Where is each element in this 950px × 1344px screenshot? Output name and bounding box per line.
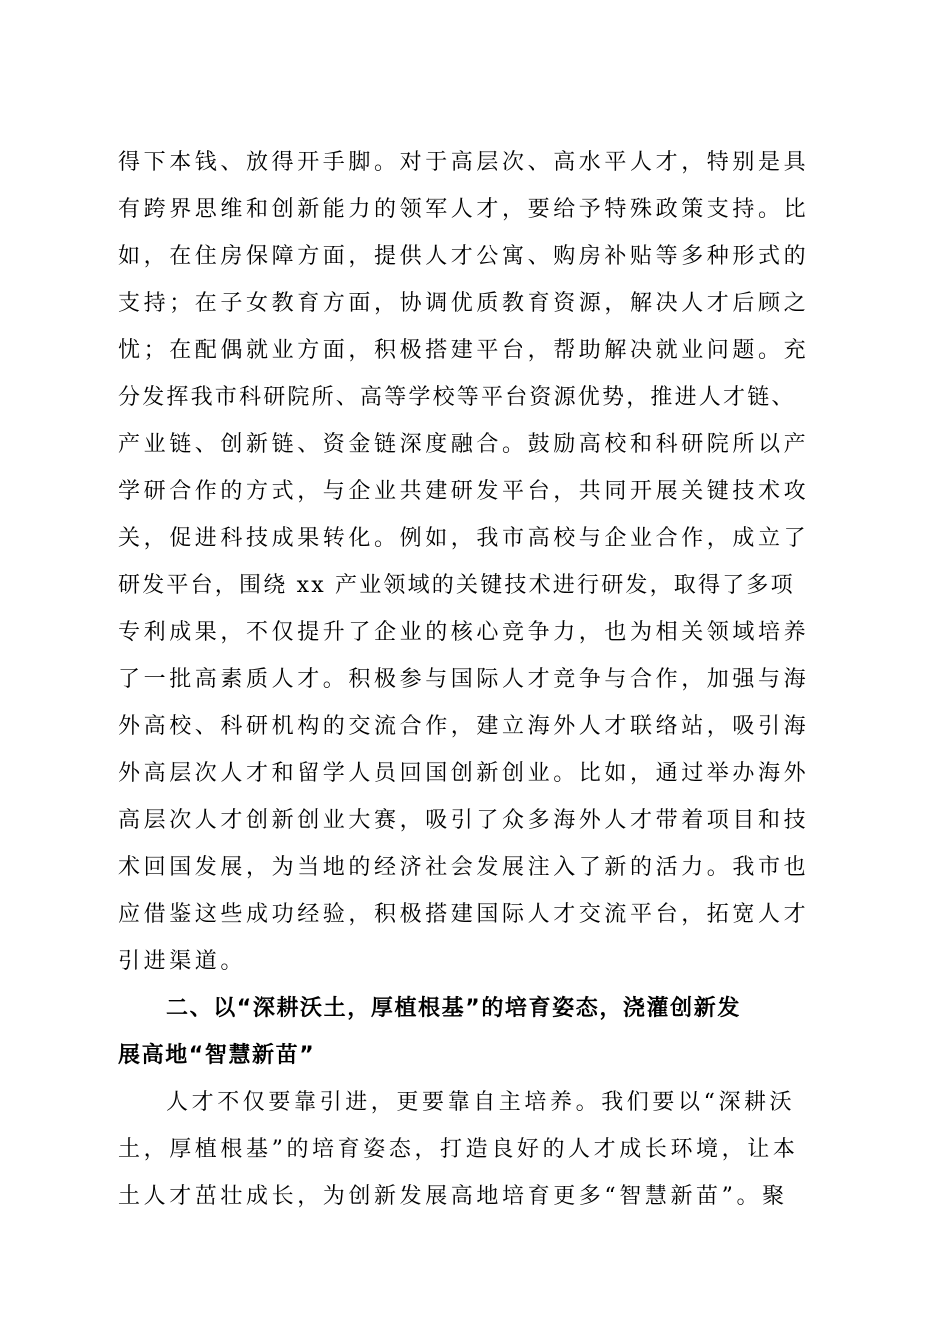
paragraph-talent-cultivation (118, 1079, 830, 1220)
text-line: 应借鉴这些成功经验，积极搭建国际人才交流平台，拓宽人才 (118, 902, 810, 927)
text-line: 了一批高素质人才。积极参与国际人才竞争与合作，加强与海 (118, 667, 810, 692)
text-line: 高层次人才创新创业大赛，吸引了众多海外人才带着项目和技 (118, 808, 810, 833)
text-line: 得下本钱、放得开手脚。对于高层次、高水平人才，特别是具 (118, 150, 810, 175)
section-heading (118, 985, 830, 1079)
text-line: 关，促进科技成果转化。例如，我市高校与企业合作，成立了 (118, 526, 810, 551)
heading-line: 展高地“智慧新苗” (118, 1043, 316, 1068)
text-line: 土，厚植根基”的培育姿态，打造良好的人才成长环境，让本 (118, 1137, 799, 1162)
paragraph-talent-policy (118, 139, 830, 985)
text-line: 专利成果，不仅提升了企业的核心竞争力，也为相关领域培养 (118, 620, 810, 645)
heading-line: 二、以“深耕沃土，厚植根基”的培育姿态，浇灌创新发 (166, 996, 741, 1021)
text-line: 如，在住房保障方面，提供人才公寓、购房补贴等多种形式的 (118, 244, 810, 269)
text-line: 术回国发展，为当地的经济社会发展注入了新的活力。我市也 (118, 855, 810, 880)
text-line: 支持；在子女教育方面，协调优质教育资源，解决人才后顾之 (118, 291, 810, 316)
text-line: 人才不仅要靠引进，更要靠自主培养。我们要以“深耕沃 (166, 1090, 796, 1115)
text-line: 外高层次人才和留学人员回国创新创业。比如，通过举办海外 (118, 761, 810, 786)
text-line: 引进渠道。 (118, 949, 247, 974)
text-line: 产业链、创新链、资金链深度融合。鼓励高校和科研院所以产 (118, 432, 810, 457)
text-line: 土人才茁壮成长，为创新发展高地培育更多“智慧新苗”。聚 (118, 1184, 788, 1209)
text-line: 分发挥我市科研院所、高等学校等平台资源优势，推进人才链、 (118, 385, 796, 410)
text-line: 外高校、科研机构的交流合作，建立海外人才联络站，吸引海 (118, 714, 810, 739)
text-line: 学研合作的方式，与企业共建研发平台，共同开展关键技术攻 (118, 479, 810, 504)
document-body (118, 139, 830, 1220)
text-line: 研发平台，围绕 xx 产业领域的关键技术进行研发，取得了多项 (118, 573, 795, 598)
text-line: 有跨界思维和创新能力的领军人才，要给予特殊政策支持。比 (118, 197, 810, 222)
text-line: 忧；在配偶就业方面，积极搭建平台，帮助解决就业问题。充 (118, 338, 810, 363)
